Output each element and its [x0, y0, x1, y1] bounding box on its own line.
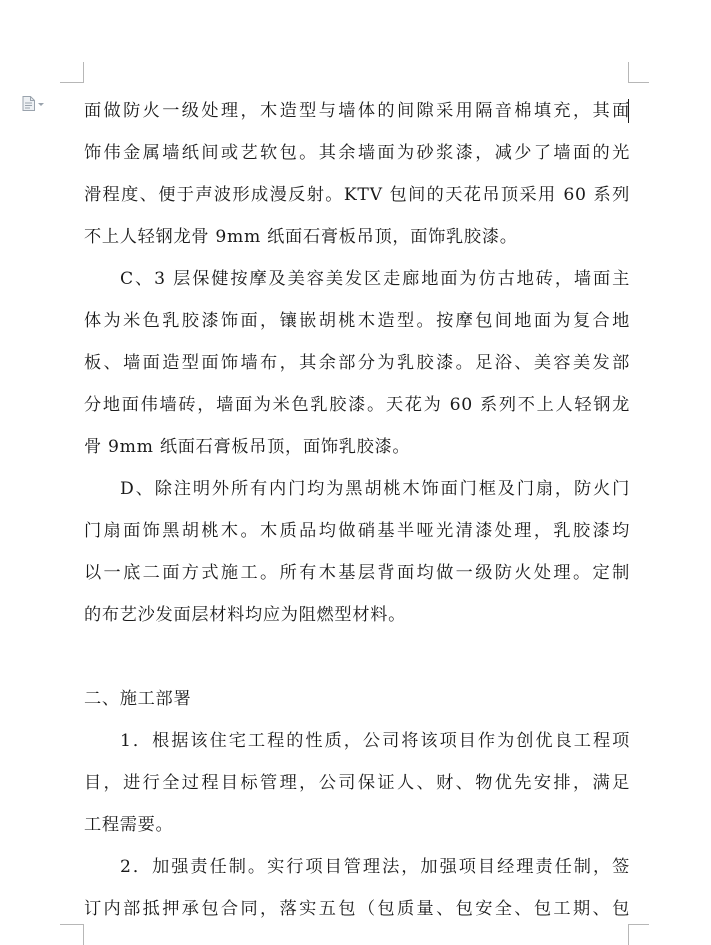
- text-line: 2．加强责任制。实行项目管理法，加强项目经理责任制，签: [120, 857, 630, 877]
- text-line: 面做防火一级处理，木造型与墙体的间隙采用隔音棉填充，其面: [84, 101, 630, 121]
- section-heading: 二、施工部署: [84, 689, 192, 709]
- crop-mark-bottom-left: [60, 924, 84, 945]
- text-line: 饰伟金属墙纸间或艺软包。其余墙面为砂浆漆，减少了墙面的光: [84, 143, 630, 163]
- chevron-down-icon: [38, 103, 44, 106]
- text-line: 目，进行全过程目标管理，公司保证人、财、物优先安排，满足: [84, 773, 630, 793]
- crop-mark-bottom-right: [628, 924, 649, 945]
- text-line: D、除注明外所有内门均为黑胡桃木饰面门框及门扇，防火门: [120, 479, 630, 499]
- text-line: 体为米色乳胶漆饰面，镶嵌胡桃木造型。按摩包间地面为复合地: [84, 311, 630, 331]
- text-line: C、3 层保健按摩及美容美发区走廊地面为仿古地砖，墙面主: [120, 269, 630, 289]
- crop-mark-top-left: [60, 62, 84, 83]
- text-line: 分地面伟墙砖，墙面为米色乳胶漆。天花为 60 系列不上人轻钢龙: [84, 395, 630, 415]
- document-icon: [22, 96, 35, 111]
- text-line: 骨 9mm 纸面石膏板吊顶，面饰乳胶漆。: [84, 437, 411, 457]
- text-line: 1．根据该住宅工程的性质，公司将该项目作为创优良工程项: [120, 731, 630, 751]
- blank-line: [84, 637, 630, 679]
- text-line: 以一底二面方式施工。所有木基层背面均做一级防火处理。定制: [84, 563, 630, 583]
- text-line: 滑程度、便于声波形成漫反射。KTV 包间的天花吊顶采用 60 系列: [84, 185, 630, 205]
- text-line: 订内部抵押承包合同，落实五包（包质量、包安全、包工期、包: [84, 899, 630, 919]
- text-line: 的布艺沙发面层材料均应为阻燃型材料。: [84, 605, 406, 625]
- crop-mark-top-right: [628, 62, 649, 83]
- text-line: 工程需要。: [84, 815, 174, 835]
- text-line: 不上人轻钢龙骨 9mm 纸面石膏板吊顶，面饰乳胶漆。: [84, 227, 518, 247]
- text-line: 板、墙面造型面饰墙布，其余部分为乳胶漆。足浴、美容美发部: [84, 353, 630, 373]
- document-body[interactable]: [84, 91, 630, 931]
- paragraph-options-button[interactable]: [22, 96, 44, 111]
- text-line: 门扇面饰黑胡桃木。木质品均做硝基半哑光清漆处理，乳胶漆均: [84, 521, 630, 541]
